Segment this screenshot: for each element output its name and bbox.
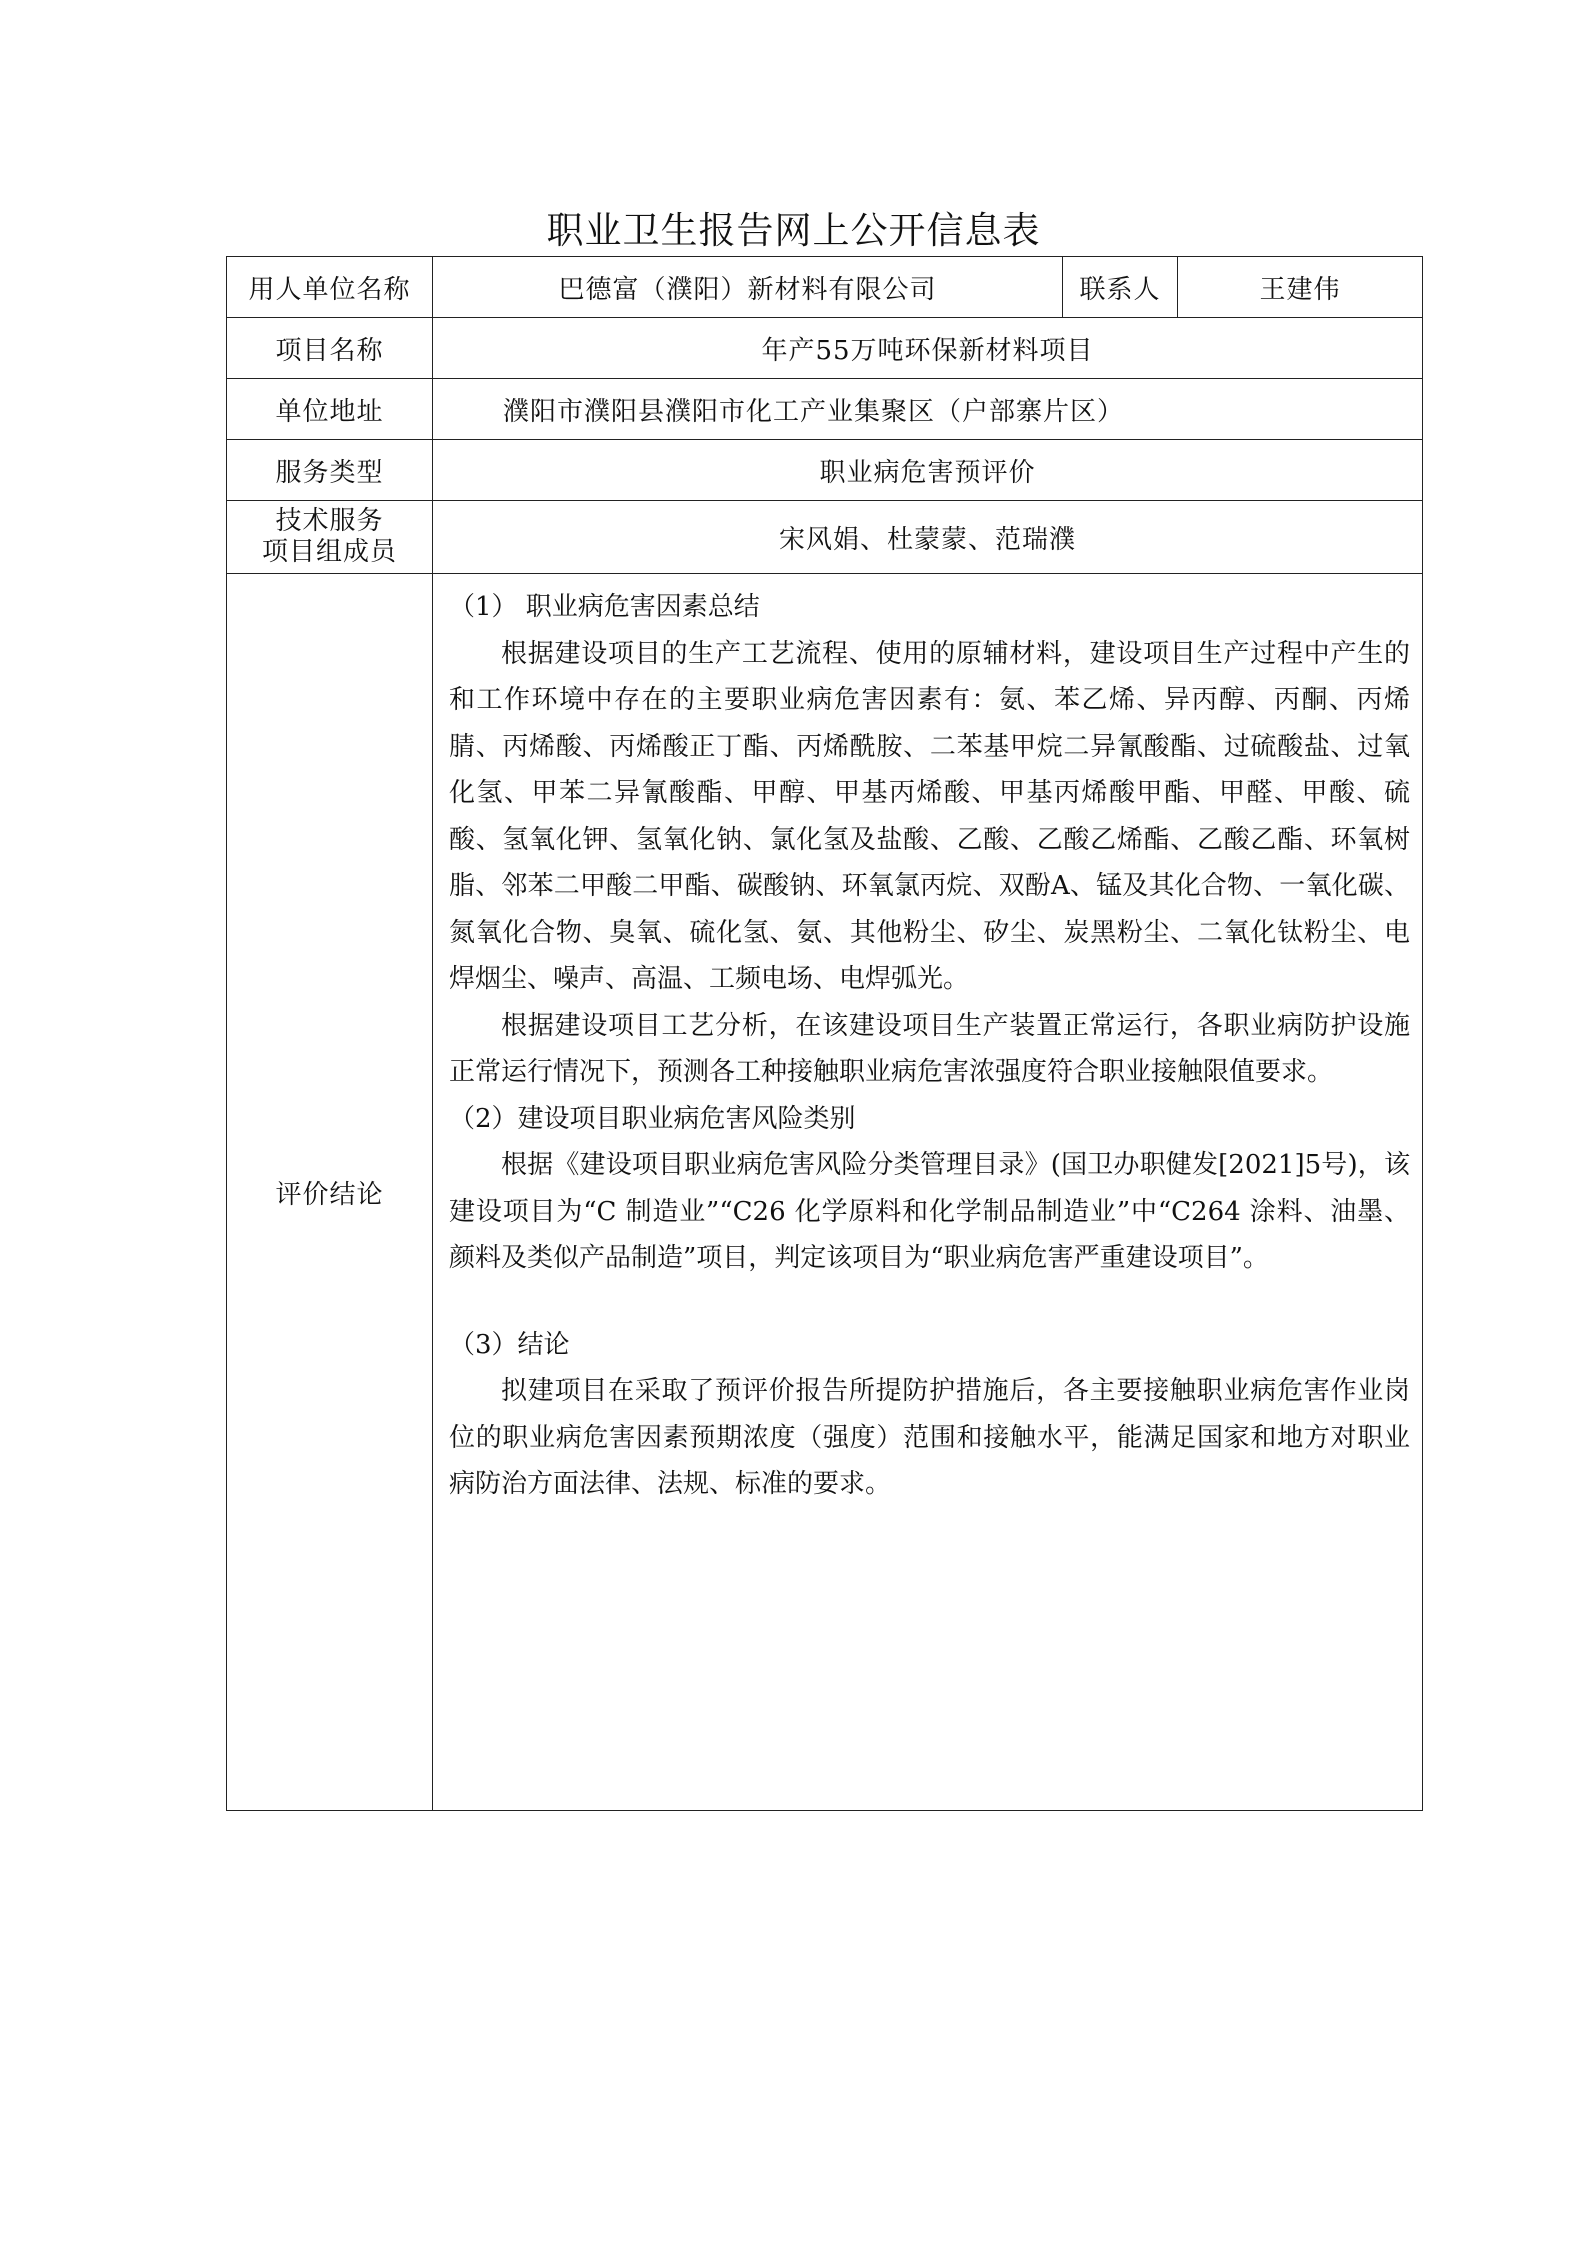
- conclusion-content: [433, 574, 1423, 1811]
- service-type-value: 职业病危害预评价: [433, 440, 1423, 501]
- employer-value: 巴德富（濮阳）新材料有限公司: [433, 257, 1063, 318]
- row-project: [227, 318, 1423, 379]
- section-1-paragraph-2: 根据建设项目工艺分析，在该建设项目生产装置正常运行，各职业病防护设施正常运行情况下，预测各工种接触职业病危害浓强度符合职业接触限值要求。: [449, 1010, 1410, 1087]
- row-address: [227, 379, 1423, 440]
- spacer: [449, 1282, 1410, 1322]
- team-label: [227, 501, 433, 574]
- project-label: 项目名称: [227, 318, 433, 379]
- project-value: 年产55万吨环保新材料项目: [433, 318, 1423, 379]
- section-3-paragraph-1: 拟建项目在采取了预评价报告所提防护措施后，各主要接触职业病危害作业岗位的职业病危害因素预期浓度（强度）范围和接触水平，能满足国家和地方对职业病防治方面法律、法规、标准的要求。: [449, 1376, 1410, 1499]
- row-team: [227, 501, 1423, 574]
- contact-value: 王建伟: [1178, 257, 1423, 318]
- info-table: [226, 256, 1423, 1811]
- employer-label: 用人单位名称: [227, 257, 433, 318]
- address-value: 濮阳市濮阳县濮阳市化工产业集聚区（户部寨片区）: [433, 379, 1423, 440]
- section-2-heading: （2）建设项目职业病危害风险类别: [449, 1103, 856, 1134]
- address-label: 单位地址: [227, 379, 433, 440]
- section-1-heading: （1） 职业病危害因素总结: [449, 592, 760, 622]
- section-2-paragraph-1: 根据《建设项目职业病危害风险分类管理目录》(国卫办职健发[2021]5号)，该建设项目为“C 制造业”“C26 化学原料和化学制品制造业”中“C264 涂料、油墨、颜料及类似产品制造”项目，判定该项目为“职业病危害严重建设项目”。: [449, 1150, 1410, 1273]
- row-service-type: [227, 440, 1423, 501]
- team-label-line1: 技术服务: [275, 506, 384, 536]
- section-1-paragraph-1: 根据建设项目的生产工艺流程、使用的原辅材料，建设项目生产过程中产生的和工作环境中存在的主要职业病危害因素有：氨、苯乙烯、异丙醇、丙酮、丙烯腈、丙烯酸、丙烯酸正丁酯、丙烯酰胺、二苯基甲烷二异氰酸酯、过硫酸盐、过氧化氢、甲苯二异氰酸酯、甲醇、甲基丙烯酸、甲基丙烯酸甲酯、甲醛、甲酸、硫酸、氢氧化钾、氢氧化钠、氯化氢及盐酸、乙酸、乙酸乙烯酯、乙酸乙酯、环氧树脂、邻苯二甲酸二甲酯、碳酸钠、环氧氯丙烷、双酚A、锰及其化合物、一氧化碳、氮氧化合物、臭氧、硫化氢、氨、其他粉尘、矽尘、炭黑粉尘、二氧化钛粉尘、电焊烟尘、噪声、高温、工频电场、电焊弧光。: [449, 638, 1410, 994]
- section-3-heading: （3）结论: [449, 1329, 570, 1360]
- team-label-line2: 项目组成员: [261, 537, 397, 567]
- page-title: 职业卫生报告网上公开信息表: [546, 209, 1041, 252]
- service-type-label: 服务类型: [227, 440, 433, 501]
- contact-label: 联系人: [1063, 257, 1178, 318]
- team-value: 宋风娟、杜蒙蒙、范瑞濮: [433, 501, 1423, 574]
- row-conclusion: [227, 574, 1423, 1811]
- conclusion-label: 评价结论: [227, 574, 433, 1811]
- row-employer: [227, 257, 1423, 318]
